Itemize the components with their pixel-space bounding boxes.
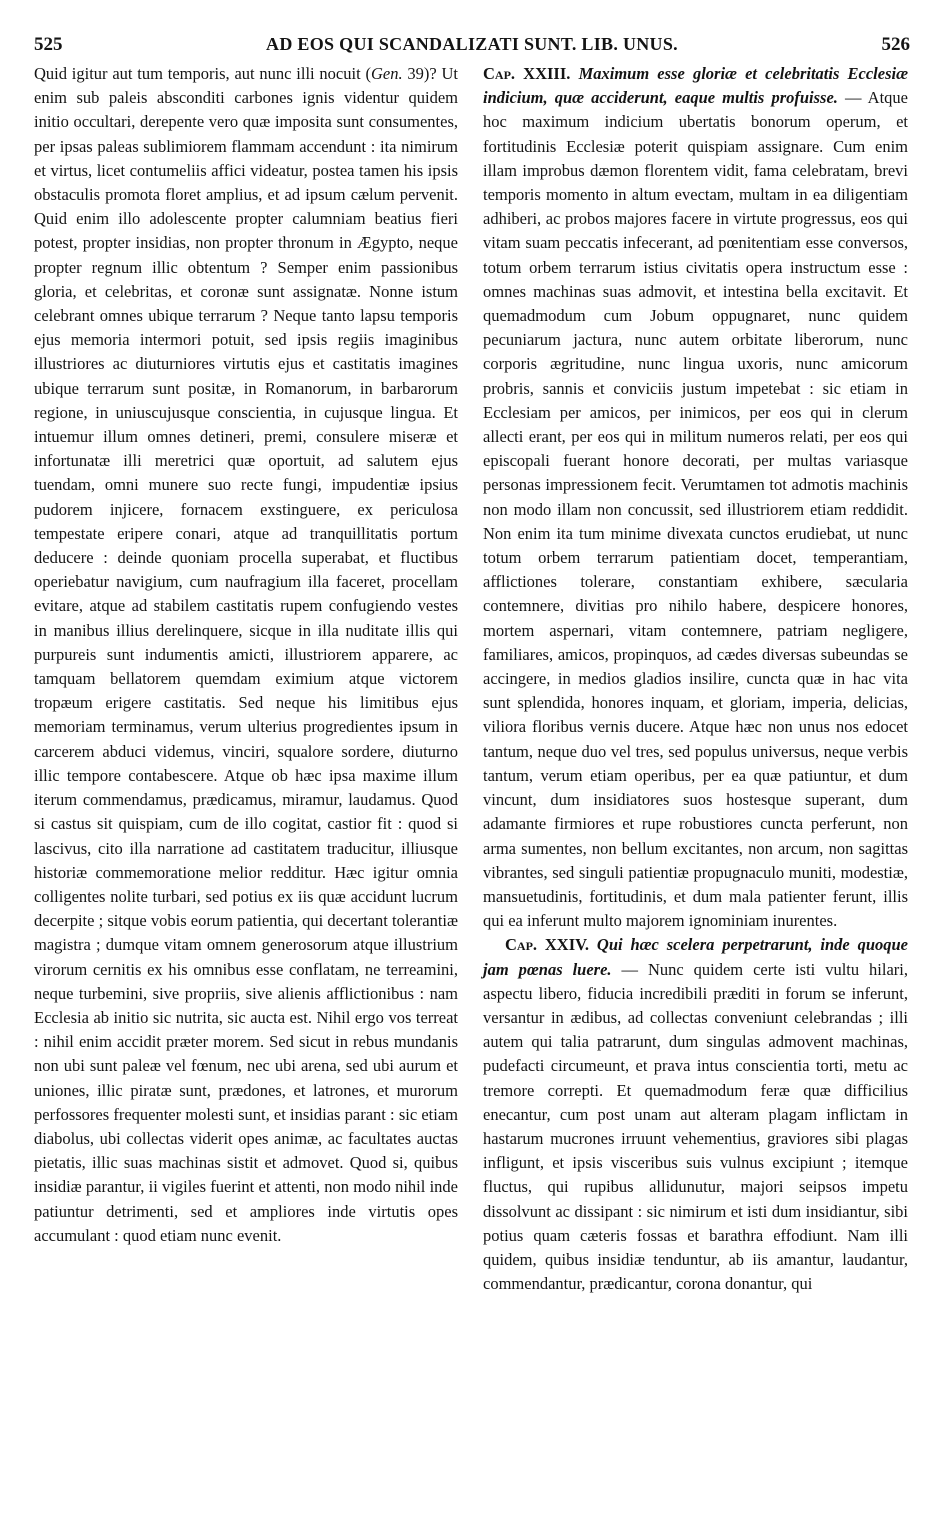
text-run: 39)? Ut enim sub paleis absconditi carbones ignis videntur quidem initio occultari, derepente vero quæ imposita sunt consumentes, per ipsas paleas sublimiorem flammam accendunt : ita nimirum et virtus, licet contumeliis affici videatur, postea tamen his ipsis obstaculis promota floret amplius, et ad ipsum cælum pervenit. Quid enim illo adolescente propter calumniam beatius fieri potest, propter insidias, non propter thronum in Ægypto, neque propter regnum illic obtentum ? Semper enim passionibus gloria, et celebritas, et coronæ sunt assignatæ. Nonne istum celebrant omnes ubique terrarum ? Neque tanto lapsu temporis ejus memoria intermori potuit, sed ipsis regiis imaginibus illustriores ac diuturniores virtutis ejus et castitatis imagines ubique terrarum sunt positæ, in Romanorum, in barbarorum regione, in uniuscujusque conscientia, in cujusque lingua. Et intuemur illum omnes detineri, premi, consulere miseræ et infortunatæ illi meretrici quæ oportuit, ad salutem ejus tuendam, omni munere suo recte fungi, impudentiæ ipsius pudorem injicere, fornacem exstinguere, ex periculosa tempestate eripere conari, atque ad tranquillitatis portum deducere : deinde quoniam procella superabat, et fluctibus operiebatur navigium, cum naufragium illa faceret, procellam evitare, atque ad stabilem castitatis rupem confugiendo vestes in manibus illius derelinquere, sicque in illa nuditate illis qui purpureis sunt indumentis amicti, illustriorem apparere, ac tamquam bellatorem quemdam eximium atque victorem tropæum erigere castitatis. Sed neque his limitibus ejus memoriam terminamus, verum ulterius progredientes ipsum in carcerem abduci videmus, vinciri, squalore sordere, diuturno illic tempore contabescere. Atque ob hæc ipsa maxime illum iterum commendamus, prædicamus, miramur, laudamus. Quod si castus sit quispiam, cum de illo cogitat, castior fit : quod si lascivus, cito illa narratione ad castitatem traducitur, illiusque historiæ commemoratione melior redditur. Hæc igitur omnia colligentes nolite turbari, sed potius ex iis quæ accidunt lucrum decerpite ; sitque vobis eorum patientia, qui decertant tolerantiæ magistra ; dumque vitam omnem generosorum atque illustrium virorum cernitis ex his omnibus esse conflatam, ne terreamini, neque turbemini, sive propriis, sive alienis afflictionibus : nam Ecclesia ab initio sic nutrita, sic aucta est. Nihil ergo vos terreat : nihil enim accidit præter morem. Sed sicut in rebus mundanis non ubi sunt paleæ vel fœnum, nec ubi arena, sed ubi aurum et uniones, illic piratæ sunt, prædones, et latrones, et murorum perfossores frequenter molesti sunt, et insidias parant : sic etiam diabolus, ubi collectas viderit opes animæ, ac facultates auctas pietatis, illic suas machinas sistit et admovet. Quod si, quibus insidiæ parantur, ii vigiles fuerint et attenti, non modo nihil inde patiuntur detrimenti, sed et ampliores inde virtutis opes accumulant : quod etiam nunc evenit. xyxy=(34,64,458,1245)
page-number-left: 525 xyxy=(34,34,63,55)
chapter-24-heading: Qui hæc scelera perpetrarunt, inde quoque jam pœnas luere. xyxy=(483,935,908,979)
chapter-23-paragraph xyxy=(483,62,908,933)
right-column xyxy=(483,62,908,1296)
chapter-23-text: — Atque hoc maximum indicium ubertatis bonorum operum, et fortitudinis Ecclesiæ poterit quispiam assignare. Cum enim illam improbus dæmon florentem vidit, fama celebratam, brevi temporis momento in altum evectam, multam in ea diligentiam adhiberi, ac probos majores facere in virtute progressus, eos qui vitam suam peccatis infecerant, ad pœnitentiam esse conversos, totum orbem terrarum istius civitatis opera instructum esse : omnes machinas suas admovit, et intestina bella excitavit. Et quemadmodum cum Jobum oppugnaret, nunc quidem pecuniarum jactura, nunc autem orbitate liberorum, nunc corporis ægritudine, nunc lingua uxoris, nunc amicorum probris, sannis et conviciis justum impetebat : sic etiam in Ecclesiam per amicos, per inimicos, per eos qui in clerum allecti erant, per eos qui in militum numeros relati, per eos qui episcopali fuerant honore decorati, per multas variasque personas impressionem fecit. Verumtamen tot admotis machinis non modo illam non concussit, sed illustriorem etiam reddidit. Non enim ita tum minime divexata cunctos erudiebat, ut nunc totum orbem terrarum patientiam docet, temperantiam, afflictiones tolerare, constantiam exhibere, sæcularia contemnere, divitias pro nihilo habere, despicere honores, mortem aspernari, vitam contemnere, patriam negligere, familiares, amicos, propinquos, ad cædes diversas subeundas se accingere, in medios gladios insilire, cuncta quæ in hac vita sunt splendida, honores inquam, et gloriam, imperia, delicias, viliora floribus vernis ducere. Atque hæc non unus nos edocet tantum, neque duo vel tres, sed populus universus, neque verbis tantum, verum etiam operibus, per ea quæ patiuntur, et dum vincunt, dum insidiatores suos hostesque superant, dum adamante firmiores et rupe robustiores cuncta perferunt, non arma sumentes, non bellum excitantes, non arcum, non sagittas vibrantes, sed singuli patientiæ propugnaculo muniti, modestiæ, mansuetudinis, fortitudinis, et dum mala patienter ferunt, illis qui ea inferunt multo majorem ignominiam inurentes. xyxy=(483,88,909,931)
left-column xyxy=(34,62,458,1248)
chapter-23-label: Cap. XXIII. xyxy=(483,64,571,83)
running-header xyxy=(34,34,910,60)
chapter-24-text: — Nunc quidem certe isti vultu hilari, aspectu libero, fiducia incredibili præditi in forum se inferunt, versantur in ædibus, ad collectas conveniunt celebrandas ; illi autem qui talia patrarunt, dum singulas admovent machinas, pudefacti circumeunt, et prava intus conscientia torti, metu ac tremore correpti. Et quemadmodum feræ quæ difficilius enecantur, cum post unam aut alteram plagam inflictam in hastarum mucrones irruunt vehementius, graviores sibi plagas infligunt, et ipsis visceribus suis vulnus excipiunt ; itemque fluctus, qui rupibus allidunutur, majori seipsos impetu dissolvunt ac dissipant : sic nimirum et isti dum insidiantur, sibi potius quam cæteris fossas et barathra effodiunt. Nam illi quidem, quibus insidiæ tenduntur, ab iis amantur, laudantur, commendantur, prædicantur, corona donantur, qui xyxy=(483,959,909,1294)
chapter-23-heading: Maximum esse gloriæ et celebritatis Ecclesiæ indicium, quæ acciderunt, eaque multis profuisse. xyxy=(483,64,909,108)
left-paragraph xyxy=(34,62,458,1248)
chapter-24-label: Cap. XXIV. xyxy=(505,935,590,955)
chapter-24-paragraph xyxy=(483,933,908,1296)
page-number-right: 526 xyxy=(881,34,910,55)
text-run: Quid igitur aut tum temporis, aut nunc illi nocuit ( xyxy=(34,64,371,83)
running-title: AD EOS QUI SCANDALIZATI SUNT. LIB. UNUS. xyxy=(266,34,678,54)
scripture-reference: Gen. xyxy=(370,64,403,83)
